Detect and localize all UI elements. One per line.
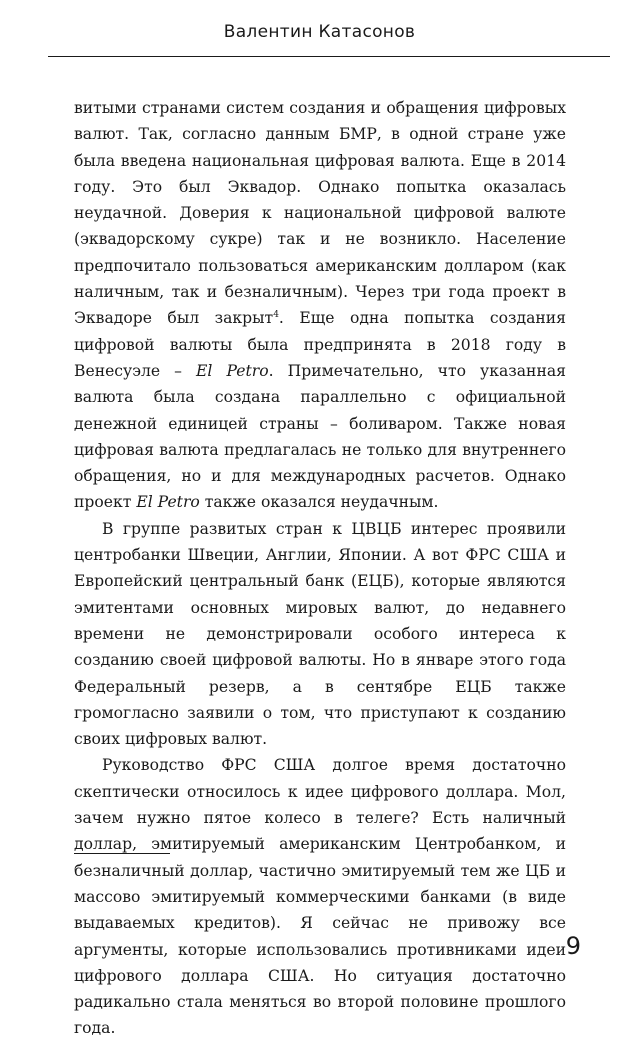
paragraph-1-text-c: . Примечательно, что указанная валюта была создана параллельно с официальной денежной единицей страны – боливаром. Также новая цифровая валюта предлагалась не только для внутреннего обращения, но и для международных расчетов. Однако проект	[74, 361, 566, 512]
paragraph-3: Руководство ФРС США долгое время достаточно скептически относилось к идее цифрового доллара. Мол, зачем нужно пятое колесо в телеге? Есть наличный доллар, эмитируемый американским Центробанком, и безналичный доллар, частично эмитируемый тем же ЦБ и массово эмитируемый коммерческими банками (в виде выдаваемых кредитов). Я сейчас не привожу все аргументы, которые использовались противниками идеи цифрового доллара США. Но ситуация достаточно радикально стала меняться во второй половине прошлого года.	[74, 756, 566, 1038]
body-text	[74, 95, 566, 1042]
running-header-author: Валентин Катасонов	[223, 22, 416, 42]
footnote-ref-4: 4	[273, 310, 279, 321]
paragraph-2: В группе развитых стран к ЦВЦБ интерес проявили центробанки Швеции, Англии, Японии. А вот ФРС США и Европейский центральный банк (ЕЦБ), которые являются эмитентами основных мировых валют, до недавнего времени не демонстрировали особого интереса к созданию своей цифровой валюты. Но в январе этого года Федеральный резерв, а в сентябре ЕЦБ также громогласно заявили о том, что приступают к созданию своих цифровых валют.	[74, 519, 566, 749]
el-petro-italic-1: El Petro	[196, 361, 269, 380]
footnote-rule	[74, 853, 170, 854]
page-number: 9	[565, 932, 581, 960]
paragraph-1-text-a: витыми странами систем создания и обращения цифровых валют. Так, согласно данным БМР, в одной стране уже была введена национальная цифровая валюта. Еще в 2014 году. Это был Эквадор. Однако попытка оказалась неудачной. Доверия к национальной цифровой валюте (эквадорскому сукре) так и не возникло. Население предпочитало пользоваться американским долларом (как наличным, так и безналичным). Через три года проект в Эквадоре был закрыт	[74, 99, 566, 328]
el-petro-italic-2: El Petro	[136, 493, 200, 512]
header-rule	[48, 56, 610, 57]
paragraph-1-text-b: . Еще одна попытка создания цифровой валюты была предпринята в 2018 году в Венесуэле –	[74, 309, 566, 380]
paragraph-1-text-d: также оказался неудачным.	[199, 493, 439, 512]
paragraph-1	[74, 95, 566, 516]
